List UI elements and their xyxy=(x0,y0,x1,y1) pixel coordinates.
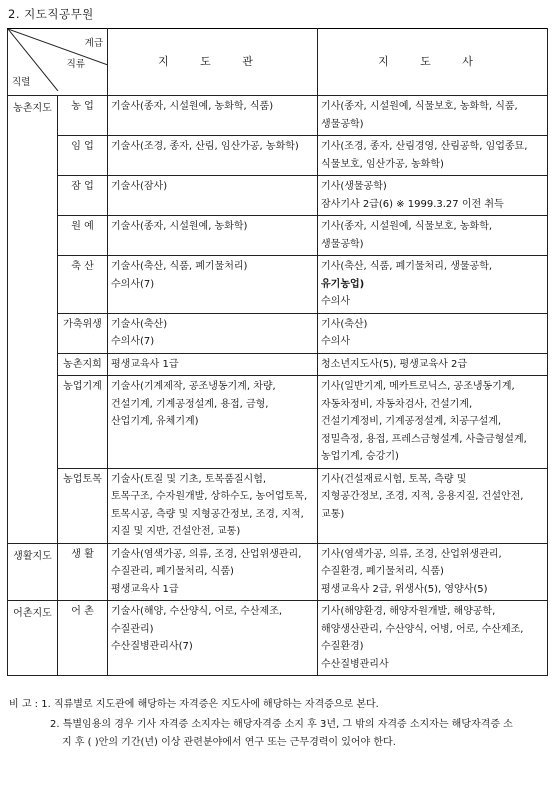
cell-line: 청소년지도사(5), 평생교육사 2급 xyxy=(321,358,467,370)
field-cell: 잠 업 xyxy=(58,176,108,216)
instructor-cell xyxy=(318,353,548,376)
sector-label: 직렬 xyxy=(12,76,31,88)
cell-line: 토목시공, 측량 및 지형공간정보, 조경, 지적, xyxy=(111,508,304,520)
page-title: 2. 지도직공무원 xyxy=(8,7,94,21)
cell-line: 기술사(종자, 시설원예, 농화학, 식품) xyxy=(111,101,274,112)
column-header-instructor: 지 도 사 xyxy=(318,29,548,96)
table-row xyxy=(8,176,548,216)
cell-line: 생물공학) xyxy=(321,118,364,130)
cell-line: 수의사 xyxy=(321,296,350,307)
table-row xyxy=(8,313,548,353)
guide-cell xyxy=(108,353,318,376)
cell-line: 산업기계, 유체기계) xyxy=(111,416,199,427)
cell-line: 잠사기사 2급(6) ※ 1999.3.27 이전 취득 xyxy=(321,198,504,210)
cell-line: 수질환경) xyxy=(321,641,364,652)
field-cell: 원 예 xyxy=(58,216,108,256)
cell-line: 수의사 xyxy=(321,336,350,347)
cell-line: 수질관리) xyxy=(111,623,154,635)
field-cell: 농 업 xyxy=(58,96,108,136)
guide-cell xyxy=(108,176,318,216)
cell-line: 수질관리, 폐기물처리, 식품) xyxy=(111,566,234,577)
column-header-guide: 지 도 관 xyxy=(108,29,318,96)
table-row xyxy=(8,376,548,469)
guide-cell xyxy=(108,468,318,543)
field-cell: 농촌지희 xyxy=(58,353,108,376)
field-cell: 어 촌 xyxy=(58,601,108,676)
instructor-cell xyxy=(318,216,548,256)
guide-cell xyxy=(108,376,318,469)
cell-line: 기사(건설재료시험, 토목, 측량 및 xyxy=(321,473,467,485)
note-2-line-1: 2. 특별임용의 경우 기사 자격증 소지자는 해당자격증 소지 후 3년, 그 밖의 자격증 소지자는 해당자격증 소 xyxy=(50,719,513,730)
instructor-cell xyxy=(318,256,548,314)
cell-line: 기술사(해양, 수산양식, 어로, 수산제조, xyxy=(111,606,283,617)
guide-cell xyxy=(108,601,318,676)
cell-line: 기술사(종자, 시설원예, 농화학) xyxy=(111,221,248,232)
guide-cell xyxy=(108,216,318,256)
cell-line: 자동차정비, 자동차검사, 건설기계, xyxy=(321,398,473,410)
cell-line: 지형공간정보, 조경, 지적, 응용지질, 건설안전, xyxy=(321,491,524,502)
cell-line: 기사(조경, 종자, 산림경영, 산림공학, 임업종묘, xyxy=(321,141,528,152)
field-cell: 농업기계 xyxy=(58,376,108,469)
cell-line: 기사(해양환경, 해양자원개발, 해양공학, xyxy=(321,606,496,617)
field-cell: 축 산 xyxy=(58,256,108,314)
cell-line: 기술사(기계제작, 공조냉동기계, 차량, xyxy=(111,381,276,392)
cell-line: 식물보호, 임산가공, 농화학) xyxy=(321,158,444,170)
field-label: 직류 xyxy=(66,59,85,70)
diagonal-header-cell xyxy=(8,29,108,96)
cell-line: 토목구조, 수자원개발, 상하수도, 농어업토목, xyxy=(111,491,308,502)
cell-line: 건설기계, 기계공정설계, 용접, 금형, xyxy=(111,398,269,410)
sector-cell: 농촌지도 xyxy=(8,96,58,544)
guide-cell xyxy=(108,256,318,314)
cell-line: 평생교육사 1급 xyxy=(111,583,179,595)
table-row xyxy=(8,256,548,314)
cell-line: 수산질병관리사(7) xyxy=(111,641,193,652)
cell-line: 기사(종자, 시설원예, 식물보호, 농화학, 식품, xyxy=(321,101,518,112)
cell-line: 기술사(염색가공, 의류, 조경, 산업위생관리, xyxy=(111,548,302,560)
cell-line: 기사(축산, 식품, 폐기물처리, 생물공학, xyxy=(321,261,493,272)
header-row xyxy=(8,29,548,96)
table-row xyxy=(8,601,548,676)
table-row xyxy=(8,216,548,256)
table-row xyxy=(8,96,548,136)
qualification-table xyxy=(7,28,548,676)
sector-cell: 생활지도 xyxy=(8,543,58,601)
instructor-cell xyxy=(318,543,548,601)
cell-line: 유기농업) xyxy=(321,278,365,290)
guide-cell xyxy=(108,313,318,353)
cell-line: 농업기계, 승강기) xyxy=(321,451,399,462)
cell-line: 수질환경, 폐기물처리, 식품) xyxy=(321,566,444,577)
cell-line: 교통) xyxy=(321,508,345,520)
cell-line: 기사(일반기계, 메카트로닉스, 공조냉동기계, xyxy=(321,381,515,392)
cell-line: 평생교육사 1급 xyxy=(111,358,179,370)
table-row xyxy=(8,543,548,601)
cell-line: 수산질병관리사 xyxy=(321,658,389,670)
cell-line: 기술사(잠사) xyxy=(111,181,168,192)
guide-cell xyxy=(108,136,318,176)
cell-line: 기사(생물공학) xyxy=(321,181,387,192)
cell-line: 수의사(7) xyxy=(111,278,155,290)
field-cell: 농업토목 xyxy=(58,468,108,543)
guide-cell xyxy=(108,543,318,601)
cell-line: 기술사(축산) xyxy=(111,318,168,330)
cell-line: 기술사(축산, 식품, 폐기물처리) xyxy=(111,261,248,272)
cell-line: 수의사(7) xyxy=(111,336,155,347)
cell-line: 기술사(토질 및 기초, 토목품질시험, xyxy=(111,473,267,485)
cell-line: 기사(염색가공, 의류, 조경, 산업위생관리, xyxy=(321,548,502,560)
grade-label: 계급 xyxy=(84,38,103,49)
sector-cell: 어촌지도 xyxy=(8,601,58,676)
field-cell: 임 업 xyxy=(58,136,108,176)
table-row xyxy=(8,468,548,543)
instructor-cell xyxy=(318,136,548,176)
table-row xyxy=(8,136,548,176)
note-1: 비 고 : 1. 직류별로 지도관에 해당하는 자격증은 지도사에 해당하는 자격증으로 본다. xyxy=(9,699,379,710)
instructor-cell xyxy=(318,376,548,469)
cell-line: 건설기계정비, 기계공정설계, 치공구설계, xyxy=(321,416,502,427)
table-row xyxy=(8,353,548,376)
field-cell: 생 활 xyxy=(58,543,108,601)
instructor-cell xyxy=(318,176,548,216)
cell-line: 기술사(조경, 종자, 산림, 임산가공, 농화학) xyxy=(111,141,299,152)
cell-line: 기사(축산) xyxy=(321,318,368,330)
cell-line: 생물공학) xyxy=(321,238,364,250)
field-cell: 가축위생 xyxy=(58,313,108,353)
cell-line: 기사(종자, 시설원예, 식물보호, 농화학, xyxy=(321,221,493,232)
cell-line: 해양생산관리, 수산양식, 어병, 어로, 수산제조, xyxy=(321,623,524,635)
cell-line: 정밀측정, 용접, 프레스금형설계, 사출금형설계, xyxy=(321,433,527,445)
instructor-cell xyxy=(318,96,548,136)
guide-cell xyxy=(108,96,318,136)
cell-line: 평생교육사 2급, 위생사(5), 영양사(5) xyxy=(321,583,488,595)
instructor-cell xyxy=(318,313,548,353)
cell-line: 지질 및 지반, 건설안전, 교통) xyxy=(111,526,241,537)
note-2-line-2: 지 후 ( )안의 기간(년) 이상 관련분야에서 연구 또는 근무경력이 있어야 한다. xyxy=(62,737,396,748)
instructor-cell xyxy=(318,601,548,676)
instructor-cell xyxy=(318,468,548,543)
